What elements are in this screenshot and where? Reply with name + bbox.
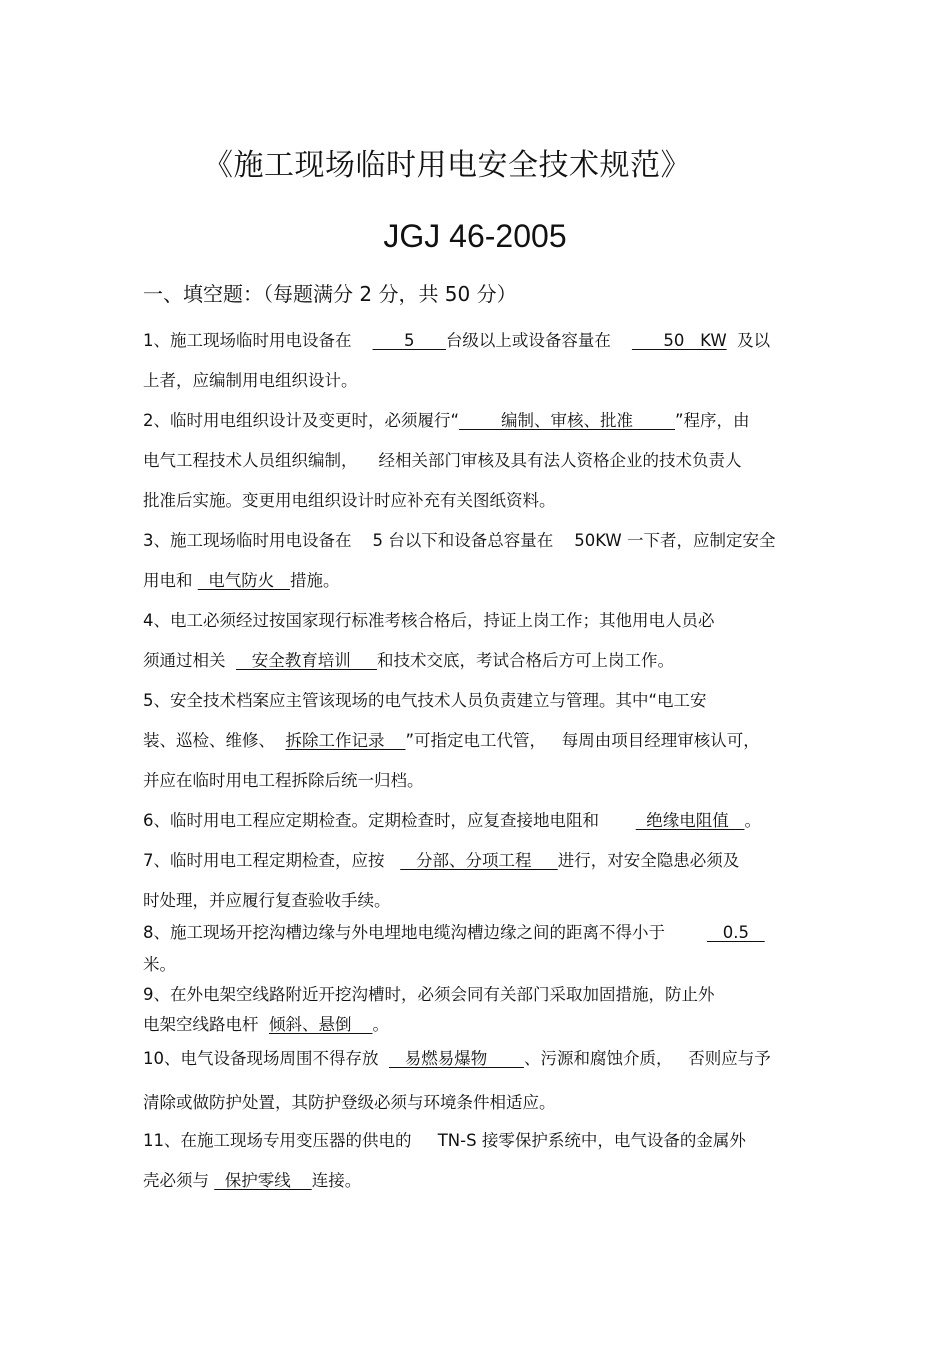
text-line (143, 1048, 771, 1070)
line-text: 和技术交底，考试合格后方可上岗工作。 (376, 651, 674, 670)
line-text: 电架空线路电杆 (143, 1015, 269, 1034)
text-line (143, 570, 339, 592)
line-text: 9、在外电架空线路附近开挖沟槽时，必须会同有关部门采取加固措施，防止外 (143, 985, 715, 1004)
line-text: 电气工程技术人员组织编制， 经相关部门审核及具有法人资格企业的技术负责人 (143, 451, 742, 470)
text-line (143, 770, 424, 792)
text-line (143, 810, 761, 832)
line-text: 用电和 (143, 571, 198, 590)
text-line (143, 1014, 389, 1036)
line-text: 6、临时用电工程应定期检查。定期检查时，应复查接地电阻和 (143, 811, 636, 830)
line-text: 进行，对安全隐患必须及 (557, 851, 740, 870)
answer-blank: 易燃易爆物 (389, 1049, 524, 1068)
line-text: ”程序，由 (674, 411, 750, 430)
line-text: 、污源和腐蚀介质， 否则应与予 (523, 1049, 771, 1068)
line-text: 2、临时用电组织设计及变更时，必须履行“ (143, 411, 460, 430)
text-line (143, 370, 358, 392)
answer-blank: 5 (372, 331, 446, 350)
answer-blank: 拆除工作记录 (285, 731, 406, 750)
text-line (143, 450, 741, 472)
text-line (143, 650, 674, 672)
line-text: 壳必须与 (143, 1171, 215, 1190)
text-line (143, 1092, 556, 1114)
text-line (143, 610, 715, 632)
line-text: 须通过相关 (143, 651, 236, 670)
text-line (143, 730, 760, 752)
line-text: 台级以上或设备容量在 (445, 331, 632, 350)
line-text: 清除或做防护处置，其防护登级必须与环境条件相适应。 (143, 1093, 556, 1112)
line-text: 及以 (726, 331, 771, 350)
answer-blank: 50 KW (631, 331, 727, 350)
line-text: 1、施工现场临时用电设备在 (143, 331, 373, 350)
line-text: 4、电工必须经过按国家现行标准考核合格后，持证上岗工作；其他用电人员必 (143, 611, 715, 630)
answer-blank: 分部、分项工程 (400, 851, 558, 870)
text-line (143, 922, 765, 944)
text-line (143, 330, 770, 352)
answer-blank: 安全教育培训 (236, 651, 377, 670)
line-text: 上者，应编制用电组织设计。 (143, 371, 358, 390)
answer-blank: 绝缘电阻值 (635, 811, 745, 830)
line-text: 连接。 (311, 1171, 362, 1190)
line-text: 。 (372, 1015, 389, 1034)
line-text: 8、施工现场开挖沟槽边缘与外电埋地电缆沟槽边缘之间的距离不得小于 (143, 923, 707, 942)
line-text: 7、临时用电工程定期检查，应按 (143, 851, 401, 870)
answer-blank: 电气防火 (197, 571, 290, 590)
line-text: 11、在施工现场专用变压器的供电的 TN-S 接零保护系统中，电气设备的金属外 (143, 1131, 746, 1150)
line-text: 10、电气设备现场周围不得存放 (143, 1049, 389, 1068)
text-line (143, 1170, 361, 1192)
answer-blank: 倾斜、悬倒 (269, 1015, 373, 1034)
answer-blank: 编制、审核、批准 (459, 411, 675, 430)
answer-blank: 保护零线 (214, 1171, 312, 1190)
line-text: 批准后实施。变更用电组织设计时应补充有关图纸资料。 (143, 491, 556, 510)
line-text: 米。 (143, 955, 176, 974)
text-line (143, 410, 750, 432)
standard-code: JGJ 46-2005 (383, 218, 567, 254)
line-text: ”可指定电工代管， 每周由项目经理审核认可， (405, 731, 760, 750)
section-heading: 一、填空题：（每题满分 2 分，共 50 分） (143, 282, 517, 306)
text-line (143, 850, 739, 872)
document-title: 《施工现场临时用电安全技术规范》 (203, 148, 691, 183)
text-line (143, 690, 707, 712)
text-line (143, 954, 176, 976)
text-line (143, 1130, 746, 1152)
line-text: 措施。 (289, 571, 340, 590)
line-text: 5、安全技术档案应主管该现场的电气技术人员负责建立与管理。其中“电工安 (143, 691, 707, 710)
line-text: 并应在临时用电工程拆除后统一归档。 (143, 771, 424, 790)
line-text: 装、巡检、维修、 (143, 731, 286, 750)
text-line (143, 984, 715, 1006)
answer-blank: 0.5 (706, 923, 765, 942)
line-text: 时处理，并应履行复查验收手续。 (143, 891, 391, 910)
text-line (143, 530, 776, 552)
line-text: 3、施工现场临时用电设备在 5 台以下和设备总容量在 50KW 一下者，应制定安全 (143, 531, 776, 550)
text-line (143, 890, 391, 912)
text-line (143, 490, 556, 512)
line-text: 。 (744, 811, 761, 830)
